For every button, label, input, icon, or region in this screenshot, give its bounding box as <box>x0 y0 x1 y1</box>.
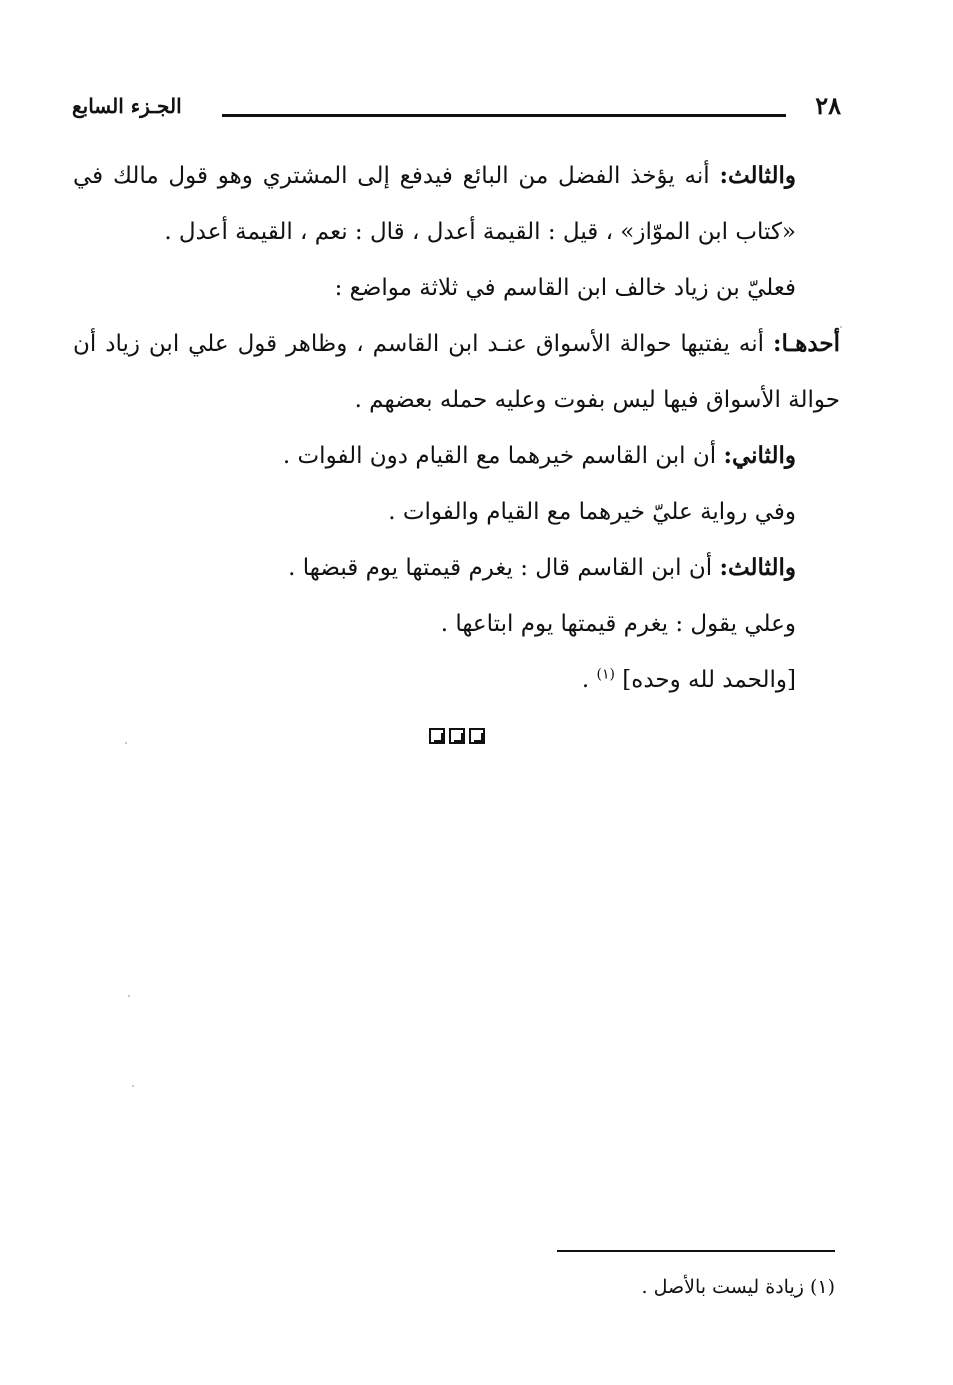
paragraph-ali-says <box>73 596 840 652</box>
paragraph-text: أن ابن القاسم خيرهما مع القيام دون الفوات . <box>282 443 724 469</box>
ornament-square-icon <box>469 728 485 744</box>
volume-title: الجـزء السابع <box>72 94 182 118</box>
paper-speck <box>132 1085 134 1087</box>
paragraph-text: فعليّ بن زياد خالف ابن القاسم في ثلاثة مواضع : <box>334 275 796 301</box>
ornament-square-icon <box>429 728 445 744</box>
paragraph-closing <box>73 652 840 708</box>
paragraph-text: أنه يفتيها حوالة الأسواق عنـد ابن القاسم ، وظاهر قول علي ابن زياد أن حوالة الأسواق فيها ليس بفوت وعليه حمله بعضهم . <box>73 331 840 413</box>
paper-speck <box>128 995 130 997</box>
paragraph-ali-bin-ziyad <box>73 260 840 316</box>
page-header <box>72 86 841 130</box>
footnote-text: (١) زيادة ليست بالأصل . <box>641 1276 835 1298</box>
paragraph-third-opinion <box>73 148 840 260</box>
paragraph-label: والثالث: <box>719 162 796 189</box>
page-number: ٢٨ <box>815 91 841 120</box>
paragraph-text: وعلي يقول : يغرم قيمتها يوم ابتاعها . <box>440 611 796 637</box>
header-rule <box>222 114 786 117</box>
paper-speck <box>125 742 127 744</box>
closing-punctuation: . <box>581 667 597 693</box>
paragraph-text: أن ابن القاسم قال : يغرم قيمتها يوم قبضها . <box>288 555 720 581</box>
paragraph-label: والثاني: <box>723 442 796 469</box>
ornament-square-icon <box>449 728 465 744</box>
paragraph-riwaya <box>73 484 840 540</box>
closing-text: [والحمد لله وحده] <box>622 667 796 693</box>
triple-square-ornament-icon <box>421 725 493 747</box>
paragraph-third <box>73 540 840 596</box>
main-text <box>73 148 840 708</box>
paragraph-second <box>73 428 840 484</box>
paper-speck <box>840 326 842 328</box>
paragraph-first <box>73 316 840 428</box>
footnote-rule <box>557 1250 835 1252</box>
footnote-reference: (١) <box>596 666 615 683</box>
paragraph-text: أنه يؤخذ الفضل من البائع فيدفع إلى المشتري وهو قول مالك في «كتاب ابن الموّاز» ، قيل : القيمة أعدل ، قال : نعم ، القيمة أعدل . <box>73 163 796 245</box>
paragraph-label: أحدهـا: <box>772 330 840 357</box>
paragraph-label: والثالث: <box>719 554 796 581</box>
paragraph-text: وفي رواية عليّ خيرهما مع القيام والفوات . <box>388 499 796 525</box>
